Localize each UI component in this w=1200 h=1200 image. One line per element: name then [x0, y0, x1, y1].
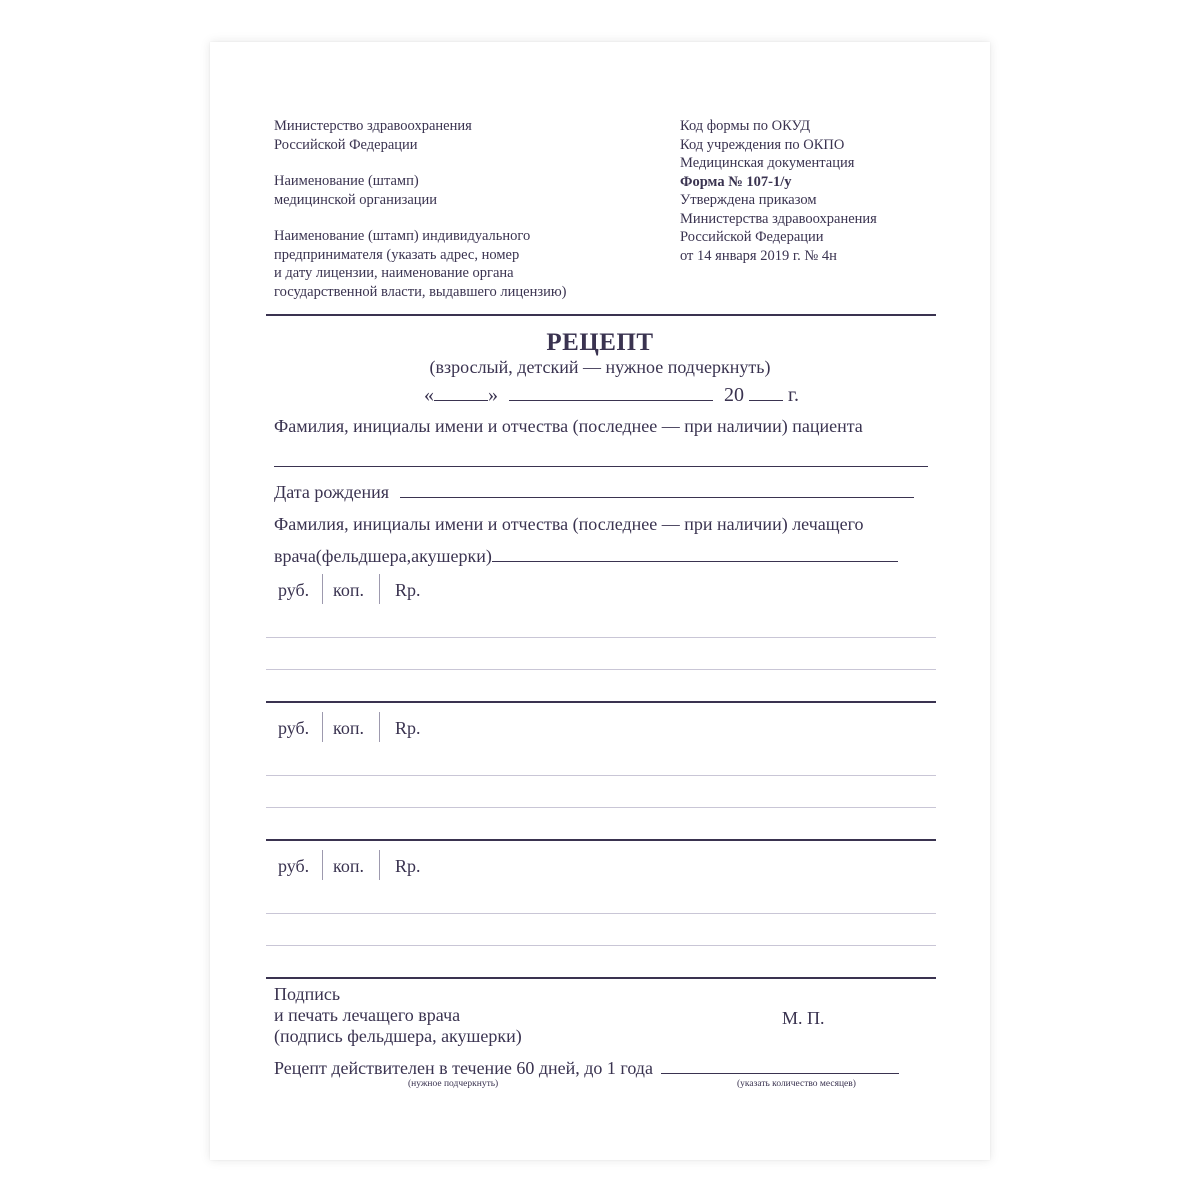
form-number: Форма № 107-1/у — [680, 173, 792, 190]
doctor-row — [274, 546, 898, 567]
date-month-field[interactable] — [509, 399, 713, 401]
prescription-form-sheet — [210, 42, 990, 1160]
price-divider — [322, 574, 323, 604]
validity-months-field[interactable] — [661, 1072, 899, 1074]
birth-label: Дата рождения — [274, 482, 390, 502]
date-year-suffix: г. — [788, 384, 799, 406]
header-left — [274, 117, 567, 301]
rx-line[interactable] — [266, 945, 936, 946]
header-left-line: Наименование (штамп) индивидуального — [274, 228, 531, 244]
rx-line[interactable] — [266, 637, 936, 638]
rp-label: Rp. — [395, 580, 421, 600]
birth-date-field[interactable] — [400, 496, 914, 498]
header-right-line: Российской Федерации — [680, 229, 824, 245]
header-right-line: Министерства здравоохранения — [680, 210, 877, 227]
signature-block — [274, 984, 522, 1047]
validity-row — [274, 1058, 899, 1079]
rp-label: Rp. — [395, 856, 421, 876]
validity-note-right: (указать количество месяцев) — [737, 1079, 856, 1089]
header-divider — [266, 314, 936, 316]
date-line — [424, 384, 799, 407]
section-divider — [266, 977, 936, 979]
header-left-line: медицинской организации — [274, 191, 438, 208]
price-rub-label: руб. — [278, 856, 310, 876]
rx-line[interactable] — [266, 807, 936, 808]
header-left-line: Российской Федерации — [274, 136, 418, 153]
date-open-quote: « — [424, 384, 434, 406]
header-right — [680, 117, 877, 265]
signature-line: Подпись — [274, 984, 341, 1004]
header-right-line: Код формы по ОКУД — [680, 118, 811, 134]
header-right-line: от 14 января 2019 г. № 4н — [680, 247, 837, 264]
header-left-line: предпринимателя (указать адрес, номер — [274, 246, 520, 263]
header-left-line: Наименование (штамп) — [274, 173, 419, 189]
validity-note-left: (нужное подчеркнуть) — [408, 1079, 499, 1089]
signature-line: (подпись фельдшера, акушерки) — [274, 1026, 522, 1046]
section-divider — [266, 701, 936, 703]
header-left-line: Министерство здравоохранения — [274, 118, 472, 134]
date-close-quote: » — [488, 384, 498, 406]
price-divider — [379, 574, 380, 604]
header-right-line: Медицинская документация — [680, 155, 855, 171]
price-rub-label: руб. — [278, 718, 310, 738]
price-divider — [322, 850, 323, 880]
price-rub-label: руб. — [278, 580, 310, 600]
doctor-label-continued: врача(фельдшера,акушерки) — [274, 546, 492, 566]
price-divider — [322, 712, 323, 742]
section-divider — [266, 839, 936, 841]
page-subtitle: (взрослый, детский — нужное подчеркнуть) — [429, 357, 771, 377]
patient-label: Фамилия, инициалы имени и отчества (последнее — при наличии) пациента — [274, 416, 863, 436]
price-kop-label: коп. — [333, 856, 364, 876]
price-divider — [379, 850, 380, 880]
header-left-line: государственной власти, выдавшего лицензию) — [274, 283, 567, 300]
date-day-field[interactable] — [434, 399, 488, 401]
header-right-line: Код учреждения по ОКПО — [680, 136, 845, 153]
rp-label: Rp. — [395, 718, 421, 738]
date-year-prefix: 20 — [724, 384, 744, 406]
rx-line[interactable] — [266, 669, 936, 670]
header-right-line: Утверждена приказом — [680, 192, 817, 208]
patient-name-field[interactable] — [274, 466, 928, 467]
header-left-line: и дату лицензии, наименование органа — [274, 265, 514, 281]
date-year-field[interactable] — [749, 399, 783, 401]
birth-row — [274, 482, 914, 503]
price-kop-label: коп. — [333, 718, 364, 738]
price-divider — [379, 712, 380, 742]
stamp-label: М. П. — [782, 1008, 825, 1028]
rx-line[interactable] — [266, 913, 936, 914]
doctor-name-field[interactable] — [492, 560, 898, 562]
validity-text: Рецепт действителен в течение 60 дней, до 1 года — [274, 1058, 653, 1078]
rx-line[interactable] — [266, 775, 936, 776]
signature-line: и печать лечащего врача — [274, 1005, 461, 1025]
price-kop-label: коп. — [333, 580, 364, 600]
page-title: РЕЦЕПТ — [546, 329, 654, 356]
doctor-label: Фамилия, инициалы имени и отчества (последнее — при наличии) лечащего — [274, 514, 864, 534]
